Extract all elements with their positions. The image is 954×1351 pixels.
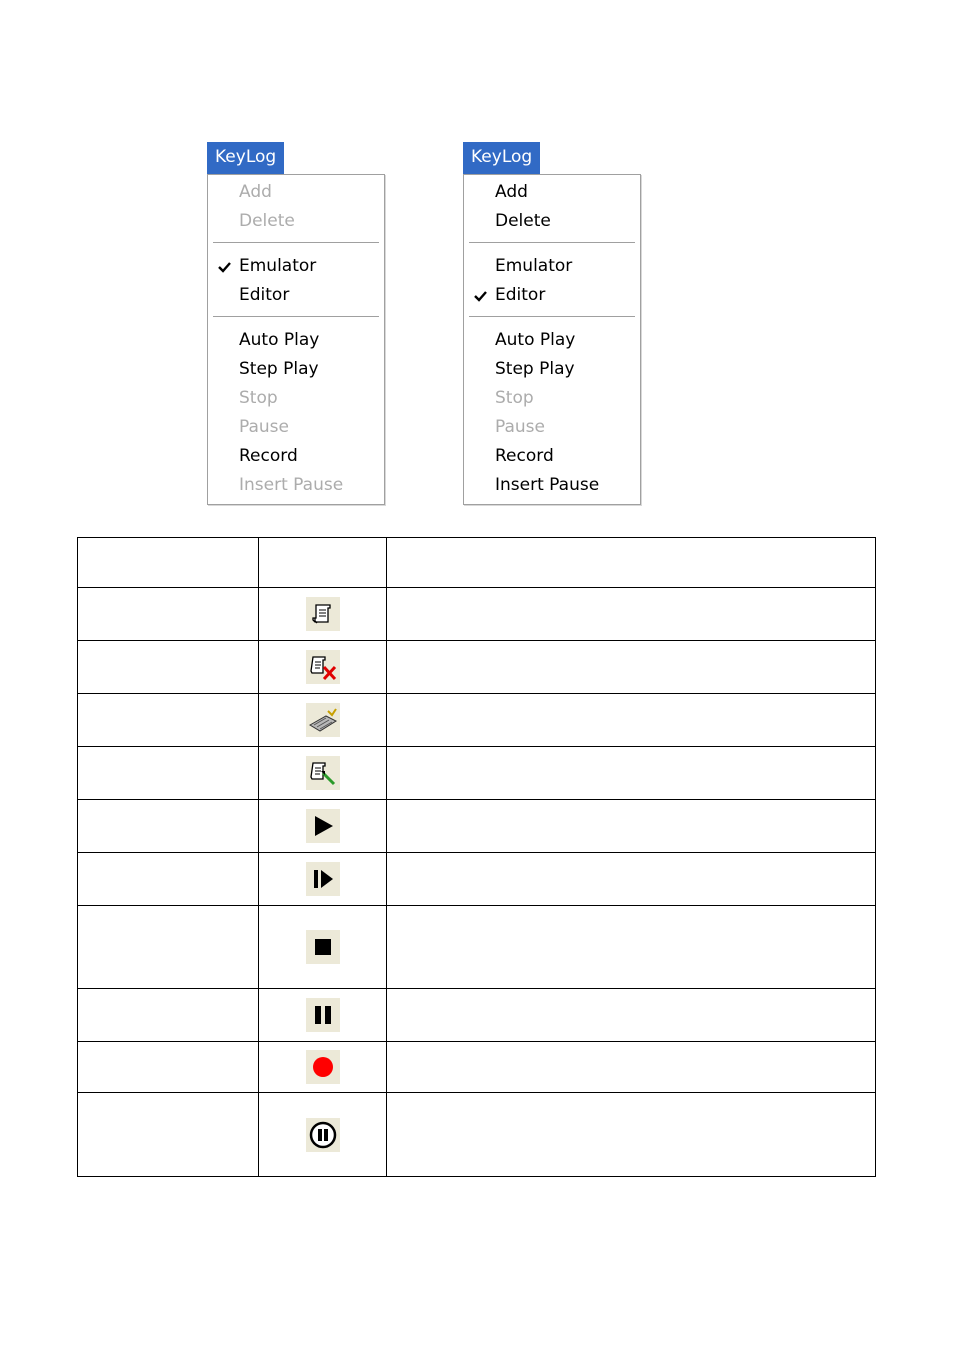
record-icon[interactable] [306, 1050, 340, 1084]
keylog-menu-editor-mode [463, 142, 600, 495]
table-cell [78, 538, 259, 588]
step-play-icon[interactable] [306, 862, 340, 896]
table-header-row [78, 538, 876, 588]
menu-item-pause: Pause [239, 417, 289, 437]
delete-script-icon[interactable] [306, 650, 340, 684]
table-row [78, 1093, 876, 1177]
menu-item-editor[interactable]: Editor [464, 281, 640, 310]
checkmark-icon [473, 281, 489, 310]
menu-dropdown [207, 174, 385, 505]
table-row [78, 694, 876, 747]
table-row [78, 906, 876, 989]
menu-item-delete: Delete [239, 211, 295, 231]
menu-item-auto-play[interactable]: Auto Play [495, 330, 576, 350]
menu-item-insert-pause: Insert Pause [239, 475, 344, 495]
table-row [78, 747, 876, 800]
menu-item-stop: Stop [239, 388, 278, 408]
menu-item-add: Add [239, 182, 272, 202]
menu-item-emulator[interactable]: Emulator [208, 252, 384, 281]
pause-icon[interactable] [306, 998, 340, 1032]
table-row [78, 989, 876, 1042]
table-cell [259, 538, 387, 588]
menu-item-record[interactable]: Record [239, 446, 298, 466]
menu-separator [469, 242, 635, 244]
menu-dropdown [463, 174, 641, 505]
menu-item-editor[interactable]: Editor [239, 285, 290, 305]
menu-item-delete[interactable]: Delete [495, 211, 551, 231]
menu-item-step-play[interactable]: Step Play [239, 359, 319, 379]
table-row [78, 588, 876, 641]
menu-separator [469, 316, 635, 318]
table-row [78, 800, 876, 853]
table-row [78, 853, 876, 906]
menu-item-add[interactable]: Add [495, 182, 528, 202]
menu-separator [213, 242, 379, 244]
emulator-keyboard-icon[interactable] [306, 703, 340, 737]
menu-title[interactable]: KeyLog [207, 142, 284, 174]
menu-item-insert-pause[interactable]: Insert Pause [495, 475, 600, 495]
menu-separator [213, 316, 379, 318]
add-script-icon[interactable] [306, 597, 340, 631]
menu-item-stop: Stop [495, 388, 534, 408]
editor-icon[interactable] [306, 756, 340, 790]
table-cell [387, 538, 876, 588]
table-row [78, 1042, 876, 1093]
menu-item-step-play[interactable]: Step Play [495, 359, 575, 379]
checkmark-icon [217, 252, 233, 281]
menu-item-record[interactable]: Record [495, 446, 554, 466]
keylog-menu-emulator-mode [207, 142, 344, 495]
menu-item-pause: Pause [495, 417, 545, 437]
menu-item-auto-play[interactable]: Auto Play [239, 330, 320, 350]
insert-pause-icon[interactable] [306, 1118, 340, 1152]
stop-icon[interactable] [306, 930, 340, 964]
toolbar-icon-table [77, 537, 876, 1177]
menu-item-emulator[interactable]: Emulator [495, 256, 573, 276]
table-row [78, 641, 876, 694]
play-icon[interactable] [306, 809, 340, 843]
menu-title[interactable]: KeyLog [463, 142, 540, 174]
